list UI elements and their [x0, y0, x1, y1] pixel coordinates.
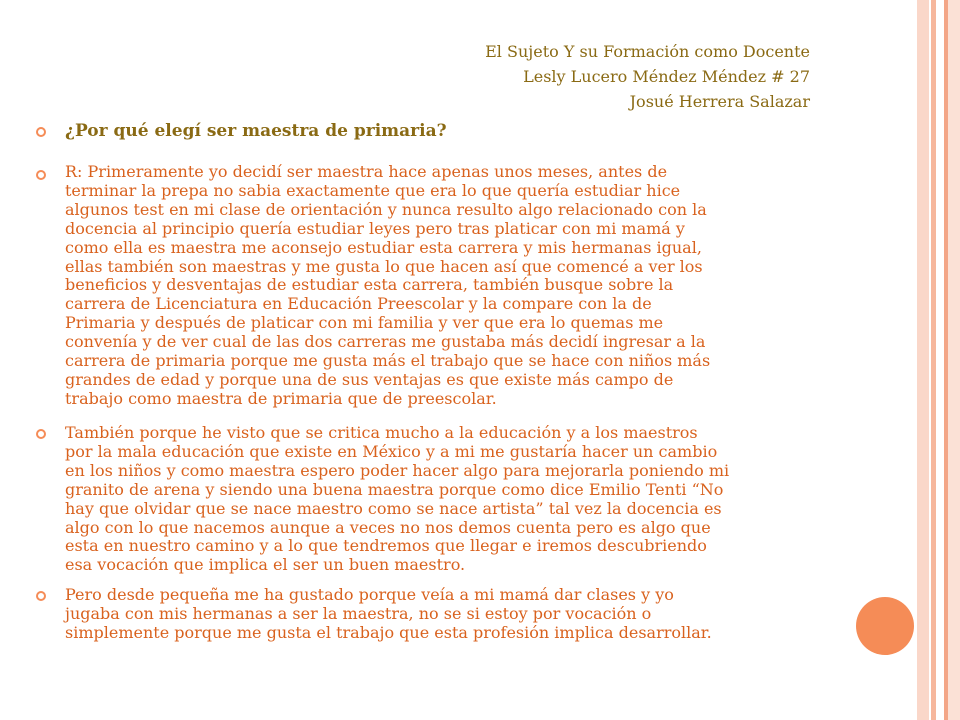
text-line: como ella es maestra me aconsejo estudiar esta carrera y mis hermanas igual,	[65, 237, 702, 257]
text-line: granito de arena y siendo una buena maestra porque como dice Emilio Tenti “No	[65, 479, 724, 499]
decorative-stripe	[948, 0, 960, 720]
text-line: algo con lo que nacemos aunque a veces no nos demos cuenta pero es algo que	[65, 517, 711, 537]
text-line: carrera de Licenciatura en Educación Preescolar y la compare con la de	[65, 294, 652, 314]
answer-paragraph-1	[65, 163, 805, 409]
decorative-circle	[856, 597, 914, 655]
text-line: por la mala educación que existe en México y a mi me gustaría hacer un cambio	[65, 441, 718, 461]
answer-paragraph-2	[65, 424, 805, 575]
bullet-icon	[36, 127, 46, 137]
text-line: ellas también son maestras y me gusta lo que hacen así que comencé a ver los	[65, 256, 703, 276]
text-line: algunos test en mi clase de orientación y nunca resulto algo relacionado con la	[65, 199, 707, 219]
text-line: convenía y de ver cual de las dos carreras me gustaba más decidí ingresar a la	[65, 332, 706, 352]
header-title: El Sujeto Y su Formación como Docente	[485, 42, 810, 61]
answer-paragraph-3	[65, 586, 805, 643]
text-line: También porque he visto que se critica mucho a la educación y a los maestros	[65, 423, 698, 442]
question-heading: ¿Por qué elegí ser maestra de primaria?	[65, 121, 447, 141]
text-line: esa vocación que implica el ser un buen maestro.	[65, 555, 466, 575]
bullet-icon	[36, 429, 46, 439]
text-line: jugaba con mis hermanas a ser la maestra, no se si estoy por vocación o	[65, 603, 652, 623]
text-line: trabajo como maestra de primaria que de preescolar.	[65, 388, 497, 408]
text-line: hay que olvidar que se nace maestro como se nace artista” tal vez la docencia es	[65, 498, 722, 518]
bullet-icon	[36, 591, 46, 601]
text-line: simplemente porque me gusta el trabajo que esta profesión implica desarrollar.	[65, 622, 712, 642]
text-line: en los niños y como maestra espero poder hacer algo para mejorarla poniendo mi	[65, 460, 730, 480]
text-line: esta en nuestro camino y a lo que tendremos que llegar e iremos descubriendo	[65, 536, 707, 556]
header-author-1: Lesly Lucero Méndez Méndez # 27	[523, 67, 810, 86]
header-author-2: Josué Herrera Salazar	[629, 92, 810, 111]
decorative-stripe	[917, 0, 929, 720]
text-line: Primaria y después de platicar con mi familia y ver que era lo quemas me	[65, 313, 664, 333]
decorative-stripe	[936, 0, 944, 720]
slide-header	[485, 39, 810, 114]
text-line: beneficios y desventajas de estudiar esta carrera, también busque sobre la	[65, 275, 674, 295]
text-line: carrera de primaria porque me gusta más el trabajo que se hace con niños más	[65, 351, 711, 371]
bullet-icon	[36, 170, 46, 180]
text-line: docencia al principio quería estudiar leyes pero tras platicar con mi mamá y	[65, 218, 685, 238]
text-line: terminar la prepa no sabia exactamente que era lo que quería estudiar hice	[65, 180, 681, 200]
text-line: Pero desde pequeña me ha gustado porque veía a mi mamá dar clases y yo	[65, 585, 674, 604]
text-line: grandes de edad y porque una de sus ventajas es que existe más campo de	[65, 369, 674, 389]
text-line: R: Primeramente yo decidí ser maestra hace apenas unos meses, antes de	[65, 162, 668, 181]
